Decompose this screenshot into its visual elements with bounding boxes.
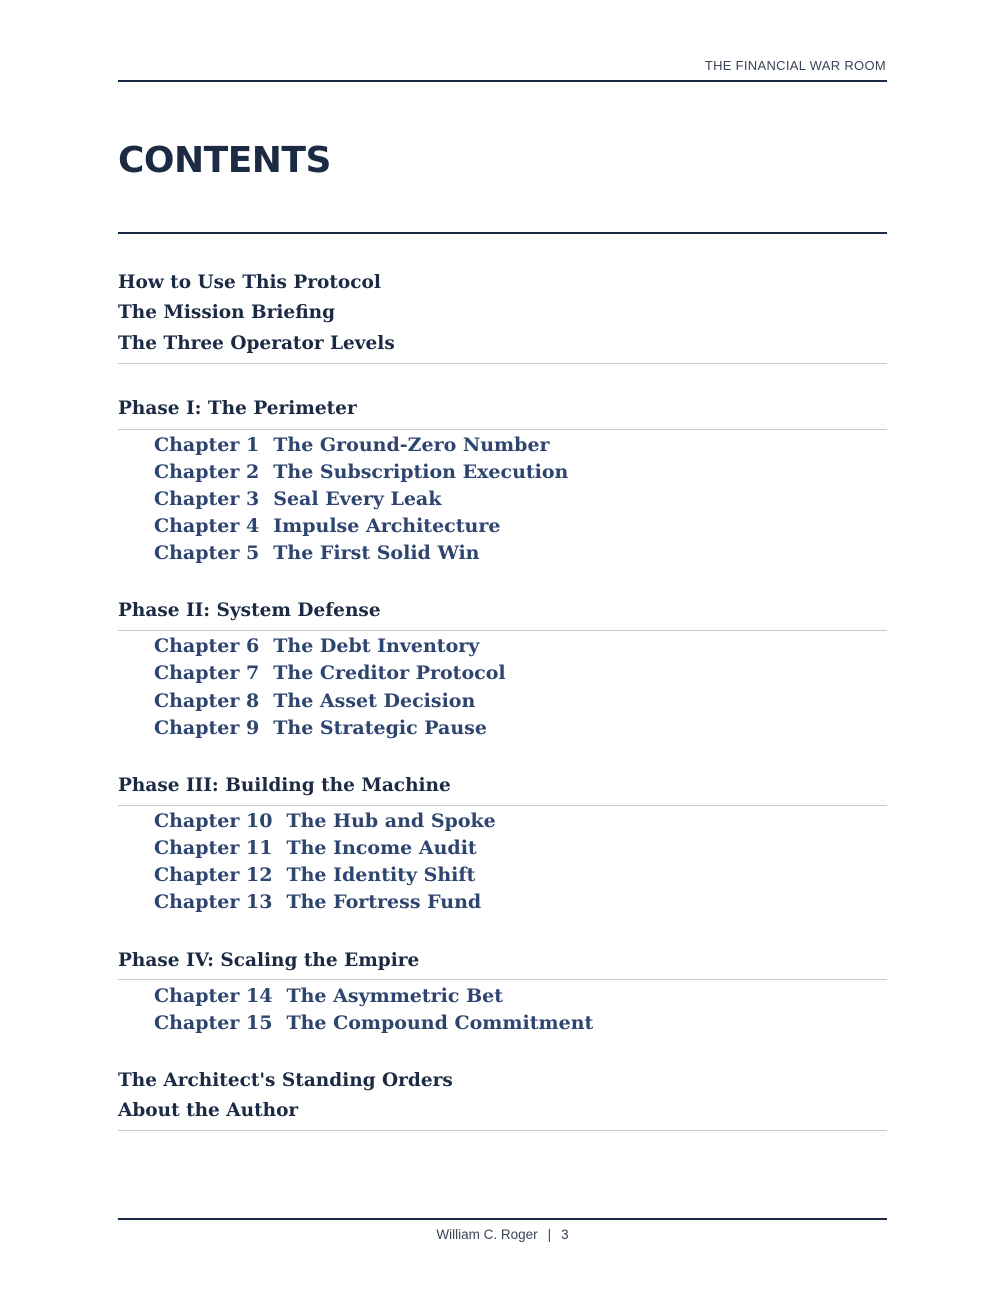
toc-chapter-8[interactable]	[154, 690, 475, 712]
toc-chapter-15[interactable]	[154, 1012, 593, 1034]
header-rule	[118, 80, 887, 82]
chapter-number: Chapter 4	[154, 515, 260, 537]
phase-divider	[118, 429, 887, 430]
phase-heading-3[interactable]: Phase III: Building the Machine	[118, 775, 451, 796]
chapter-number: Chapter 12	[154, 864, 273, 886]
chapter-title: Seal Every Leak	[273, 488, 442, 510]
chapter-number: Chapter 10	[154, 810, 273, 832]
phase-divider	[118, 805, 887, 806]
chapter-number: Chapter 1	[154, 434, 260, 456]
toc-chapter-12[interactable]	[154, 864, 475, 886]
phase-heading-2[interactable]: Phase II: System Defense	[118, 600, 381, 621]
toc-chapter-13[interactable]	[154, 891, 481, 913]
title-rule	[118, 232, 887, 234]
page-footer	[0, 1227, 1005, 1242]
chapter-number: Chapter 5	[154, 542, 260, 564]
toc-entry-about-author[interactable]: About the Author	[118, 1100, 299, 1121]
chapter-title: The Ground-Zero Number	[273, 434, 550, 456]
toc-chapter-14[interactable]	[154, 985, 503, 1007]
chapter-number: Chapter 6	[154, 635, 260, 657]
chapter-number: Chapter 9	[154, 717, 260, 739]
page-number: 3	[561, 1227, 569, 1242]
chapter-title: The Creditor Protocol	[273, 662, 506, 684]
phase-divider	[118, 630, 887, 631]
chapter-title: Impulse Architecture	[273, 515, 501, 537]
toc-chapter-2[interactable]	[154, 461, 568, 483]
phase-divider	[118, 979, 887, 980]
page-title: CONTENTS	[118, 140, 331, 181]
footer-rule	[118, 1218, 887, 1220]
toc-chapter-9[interactable]	[154, 717, 487, 739]
chapter-title: The Fortress Fund	[286, 891, 482, 913]
chapter-number: Chapter 14	[154, 985, 273, 1007]
chapter-number: Chapter 2	[154, 461, 260, 483]
chapter-title: The Debt Inventory	[273, 635, 480, 657]
chapter-title: The Asymmetric Bet	[286, 985, 504, 1007]
chapter-number: Chapter 11	[154, 837, 273, 859]
toc-entry-mission-briefing[interactable]: The Mission Briefing	[118, 302, 336, 323]
chapter-number: Chapter 15	[154, 1012, 273, 1034]
chapter-title: The Subscription Execution	[273, 461, 569, 483]
chapter-number: Chapter 3	[154, 488, 260, 510]
footer-separator: |	[547, 1227, 552, 1242]
chapter-number: Chapter 13	[154, 891, 273, 913]
chapter-title: The Asset Decision	[273, 690, 476, 712]
toc-chapter-11[interactable]	[154, 837, 477, 859]
toc-chapter-7[interactable]	[154, 662, 506, 684]
phase-heading-1[interactable]: Phase I: The Perimeter	[118, 398, 357, 419]
chapter-title: The Income Audit	[286, 837, 477, 859]
section-divider	[118, 363, 887, 364]
toc-chapter-4[interactable]	[154, 515, 500, 537]
toc-chapter-5[interactable]	[154, 542, 479, 564]
toc-entry-how-to-use[interactable]: How to Use This Protocol	[118, 272, 381, 293]
toc-chapter-6[interactable]	[154, 635, 479, 657]
phase-heading-4[interactable]: Phase IV: Scaling the Empire	[118, 950, 420, 971]
chapter-title: The Compound Commitment	[286, 1012, 594, 1034]
toc-chapter-10[interactable]	[154, 810, 496, 832]
toc-chapter-3[interactable]	[154, 488, 441, 510]
section-divider	[118, 1130, 887, 1131]
chapter-number: Chapter 8	[154, 690, 260, 712]
footer-author: William C. Roger	[436, 1227, 538, 1242]
toc-entry-standing-orders[interactable]: The Architect's Standing Orders	[118, 1070, 453, 1091]
chapter-title: The Identity Shift	[286, 864, 476, 886]
chapter-title: The Hub and Spoke	[286, 810, 496, 832]
chapter-title: The First Solid Win	[273, 542, 480, 564]
toc-entry-operator-levels[interactable]: The Three Operator Levels	[118, 333, 395, 354]
chapter-number: Chapter 7	[154, 662, 260, 684]
chapter-title: The Strategic Pause	[273, 717, 487, 739]
running-header: THE FINANCIAL WAR ROOM	[704, 58, 886, 73]
toc-chapter-1[interactable]	[154, 434, 550, 456]
